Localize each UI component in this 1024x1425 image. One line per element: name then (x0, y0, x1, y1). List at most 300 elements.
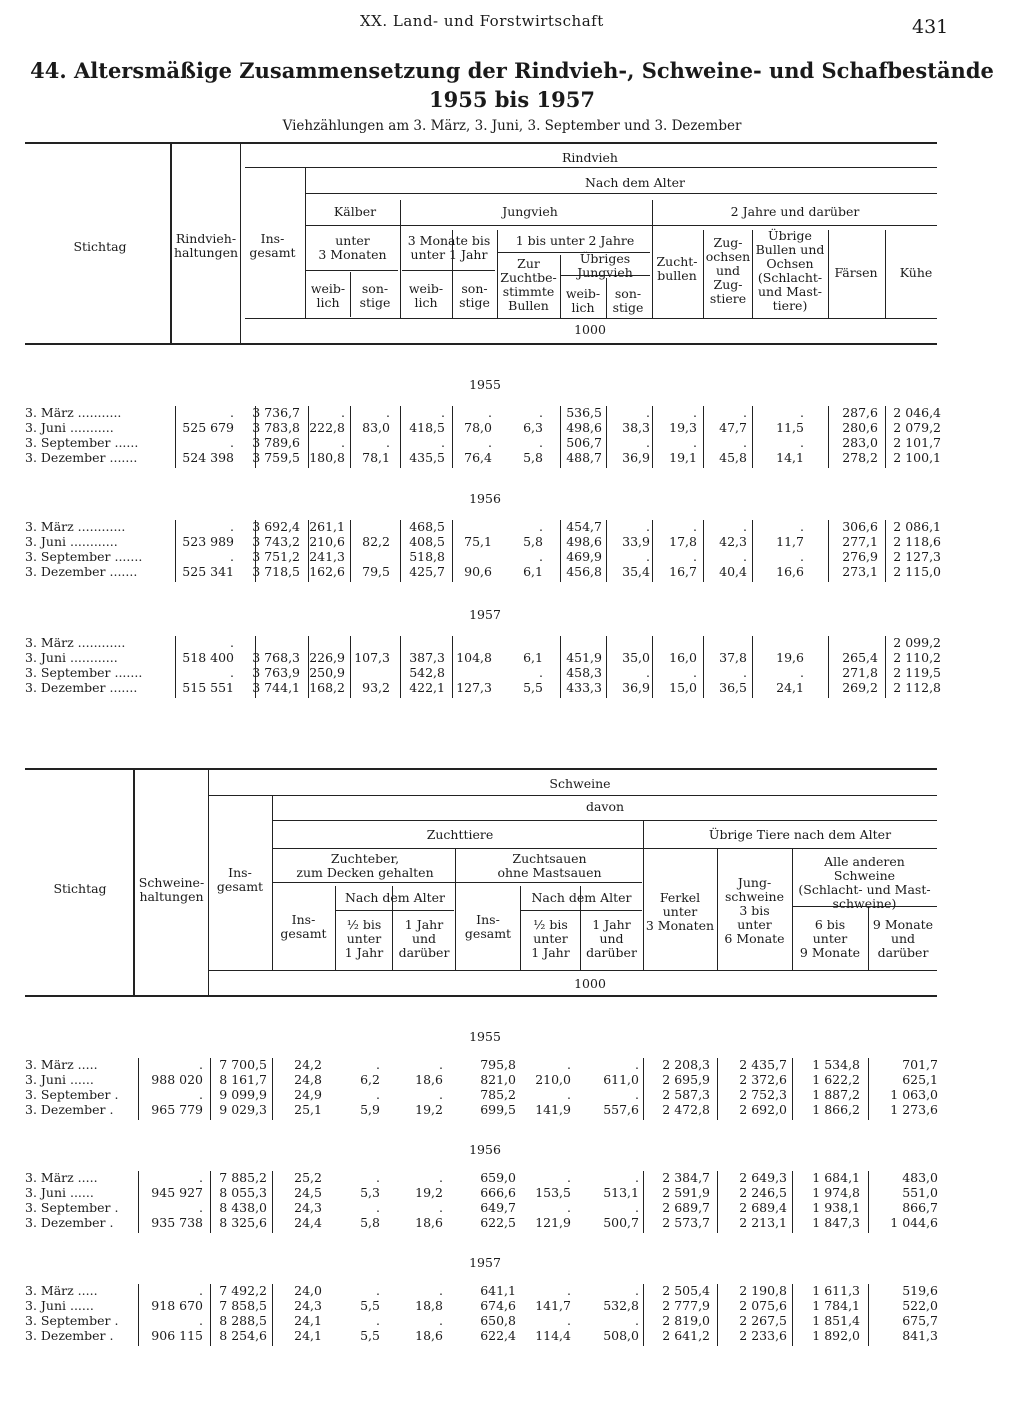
table-cell: 16,6 (776, 564, 804, 579)
table-cell: 273,1 (842, 564, 878, 579)
pig-hline (208, 970, 937, 971)
header-sonstige: son- stige (459, 281, 490, 310)
year-heading: 1957 (469, 607, 501, 622)
table-cell: . (743, 519, 747, 534)
row-label: 3. September ...... (25, 435, 139, 450)
table-cell: 5,9 (360, 1102, 380, 1117)
table-cell: 42,3 (719, 534, 747, 549)
table-cell: 2 099,2 (893, 635, 941, 650)
table-cell: 141,9 (535, 1102, 571, 1117)
table-cell: 93,2 (362, 680, 390, 695)
table-cell: 435,5 (409, 450, 445, 465)
row-label: 3. März ............ (25, 635, 126, 650)
table-cell: 250,9 (309, 665, 345, 680)
table-cell: . (199, 1313, 203, 1328)
table-cell: 2 689,7 (662, 1200, 710, 1215)
table-cell: . (441, 435, 445, 450)
header-sonstige: son- stige (612, 286, 644, 315)
table-cell: . (230, 435, 234, 450)
table-cell: . (539, 549, 543, 564)
table-cell: 454,7 (566, 519, 602, 534)
header-uebrige-bullen: Übrige Bullen und Ochsen (Schlacht- und Mast- tiere) (755, 228, 825, 313)
table-cell: . (199, 1200, 203, 1215)
table-cell: 24,1 (776, 680, 804, 695)
cattle-hline (305, 225, 937, 226)
table-cell: 9 029,3 (219, 1102, 267, 1117)
table-cell: 261,1 (309, 519, 345, 534)
table-cell: 35,0 (622, 650, 650, 665)
table-cell: 2 505,4 (662, 1283, 710, 1298)
row-label: 3. September . (25, 1313, 119, 1328)
table-cell: 1 044,6 (890, 1215, 938, 1230)
table-cell: . (230, 405, 234, 420)
table-cell: 513,1 (603, 1185, 639, 1200)
table-cell: 1 063,0 (890, 1087, 938, 1102)
header-uebriges-jungvieh: Übriges Jungvieh (577, 251, 633, 280)
table-cell: . (567, 1057, 571, 1072)
table-cell: . (230, 549, 234, 564)
row-label: 3. März ..... (25, 1283, 98, 1298)
table-cell: . (376, 1283, 380, 1298)
table-cell: 433,3 (566, 680, 602, 695)
table-cell: 180,8 (309, 450, 345, 465)
table-cell: 2 591,9 (662, 1185, 710, 1200)
table-cell: 8 055,3 (219, 1185, 267, 1200)
table-cell: 2 086,1 (893, 519, 941, 534)
table-cell: 7 858,5 (219, 1298, 267, 1313)
table-cell: 83,0 (362, 420, 390, 435)
header-stichtag: Stichtag (73, 239, 127, 254)
table-cell: . (376, 1057, 380, 1072)
table-cell: 35,4 (622, 564, 650, 579)
table-cell: . (341, 405, 345, 420)
row-label: 3. September . (25, 1200, 119, 1215)
table-cell: 269,2 (842, 680, 878, 695)
table-cell: 18,8 (415, 1298, 443, 1313)
table-cell: 2 213,1 (739, 1215, 787, 1230)
year-heading: 1956 (469, 1142, 501, 1157)
year-heading: 1956 (469, 491, 501, 506)
row-label: 3. Dezember . (25, 1328, 114, 1343)
pig-hline (272, 882, 642, 883)
table-cell: 625,1 (902, 1072, 938, 1087)
row-label: 3. März ..... (25, 1170, 98, 1185)
table-cell: 866,7 (902, 1200, 938, 1215)
table-cell: 19,3 (669, 420, 697, 435)
pig-vline (455, 848, 456, 970)
table-cell: 6,3 (523, 420, 543, 435)
header-insgesamt: Ins- gesamt (249, 231, 296, 260)
header-stichtag: Stichtag (53, 881, 107, 896)
table-cell: 141,7 (535, 1298, 571, 1313)
table-cell: 24,8 (294, 1072, 322, 1087)
row-label: 3. Juni ...... (25, 1072, 94, 1087)
table-cell: . (539, 435, 543, 450)
table-cell: . (230, 665, 234, 680)
table-cell: 17,8 (669, 534, 697, 549)
table-cell: 121,9 (535, 1215, 571, 1230)
table-cell: . (646, 665, 650, 680)
table-title: 44. Altersmäßige Zusammensetzung der Rindvieh-, Schweine- und Schafbestände (30, 58, 994, 83)
table-cell: 1 938,1 (812, 1200, 860, 1215)
table-cell: 557,6 (603, 1102, 639, 1117)
table-cell: 127,3 (456, 680, 492, 695)
table-cell: . (488, 405, 492, 420)
header-kaelber: Kälber (333, 204, 377, 219)
table-cell: . (743, 549, 747, 564)
table-cell: . (800, 549, 804, 564)
table-cell: . (376, 1200, 380, 1215)
table-cell: 2 233,6 (739, 1328, 787, 1343)
row-label: 3. März ............ (25, 519, 126, 534)
table-cell: . (693, 519, 697, 534)
pig-hline (272, 848, 937, 849)
table-cell: 498,6 (566, 420, 602, 435)
header-9-monate: 9 Monate und darüber (872, 917, 934, 960)
table-cell: . (539, 665, 543, 680)
table-cell: 18,6 (415, 1328, 443, 1343)
table-cell: 2 127,3 (893, 549, 941, 564)
header-kuehe: Kühe (899, 265, 933, 280)
header-1-jahr: 1 Jahr und darüber (586, 917, 637, 960)
table-cell: 82,2 (362, 534, 390, 549)
table-cell: 90,6 (464, 564, 492, 579)
table-cell: 24,3 (294, 1200, 322, 1215)
cattle-hline (305, 193, 937, 194)
year-heading: 1955 (469, 1029, 501, 1044)
table-cell: 2 435,7 (739, 1057, 787, 1072)
table-cell: 6,1 (523, 564, 543, 579)
table-cell: 162,6 (309, 564, 345, 579)
table-cell: 1 273,6 (890, 1102, 938, 1117)
table-cell: 622,5 (480, 1215, 516, 1230)
table-title-years: 1955 bis 1957 (428, 87, 595, 112)
table-cell: 168,2 (309, 680, 345, 695)
pig-hline (336, 910, 454, 911)
row-label: 3. Juni ............ (25, 650, 118, 665)
header-6-bis: 6 bis unter 9 Monate (799, 917, 861, 960)
table-cell: 935 738 (151, 1215, 203, 1230)
table-cell: . (635, 1283, 639, 1298)
table-cell: 25,2 (294, 1170, 322, 1185)
table-cell: . (439, 1170, 443, 1185)
table-cell: . (800, 405, 804, 420)
table-cell: 3 763,9 (252, 665, 300, 680)
table-cell: 536,5 (566, 405, 602, 420)
table-cell: . (230, 635, 234, 650)
table-cell: 3 744,1 (252, 680, 300, 695)
table-cell: 278,2 (842, 450, 878, 465)
table-cell: 19,1 (669, 450, 697, 465)
table-cell: . (439, 1087, 443, 1102)
year-heading: 1955 (469, 377, 501, 392)
row-label: 3. Juni ............ (25, 534, 118, 549)
table-cell: 1 611,3 (812, 1283, 860, 1298)
table-cell: 650,8 (480, 1313, 516, 1328)
table-cell: 265,4 (842, 650, 878, 665)
table-cell: 8 325,6 (219, 1215, 267, 1230)
page-number: 431 (912, 16, 949, 38)
table-cell: 5,8 (360, 1215, 380, 1230)
table-cell: 841,3 (902, 1328, 938, 1343)
table-cell: 965 779 (151, 1102, 203, 1117)
pig-vline (210, 1058, 211, 1120)
header-alle-anderen: Alle anderen Schweine (Schlacht- und Mast- schweine) (798, 854, 931, 911)
table-cell: 2 079,2 (893, 420, 941, 435)
table-cell: 2 472,8 (662, 1102, 710, 1117)
header-zuchtsauen: Zuchtsauen ohne Mastsauen (497, 851, 602, 880)
row-label: 3. Dezember . (25, 1215, 114, 1230)
table-cell: 2 118,6 (893, 534, 941, 549)
table-cell: . (376, 1087, 380, 1102)
header-unter-3: unter 3 Monaten (318, 233, 387, 262)
table-cell: 387,3 (409, 650, 445, 665)
header-insgesamt: Ins- gesamt (216, 865, 264, 894)
table-cell: 469,9 (566, 549, 602, 564)
header-1-bis: 1 bis unter 2 Jahre (515, 233, 635, 248)
row-label: 3. Dezember . (25, 1102, 114, 1117)
header-ferkel: Ferkel unter 3 Monaten (645, 890, 715, 933)
table-cell: 241,3 (309, 549, 345, 564)
table-cell: 2 112,8 (893, 680, 941, 695)
table-cell: 79,5 (362, 564, 390, 579)
cattle-hline (402, 270, 495, 271)
table-cell: 37,8 (719, 650, 747, 665)
table-cell: 2 075,6 (739, 1298, 787, 1313)
table-cell: . (386, 435, 390, 450)
table-cell: 75,1 (464, 534, 492, 549)
table-cell: 24,1 (294, 1328, 322, 1343)
table-cell: 1 622,2 (812, 1072, 860, 1087)
table-cell: 1 847,3 (812, 1215, 860, 1230)
table-cell: . (693, 405, 697, 420)
header-jungvieh: Jungvieh (502, 204, 558, 219)
table-cell: 622,4 (480, 1328, 516, 1343)
table-cell: 1 866,2 (812, 1102, 860, 1117)
table-cell: 7 492,2 (219, 1283, 267, 1298)
table-cell: 19,6 (776, 650, 804, 665)
table-cell: 3 692,4 (252, 519, 300, 534)
table-cell: 1 851,4 (812, 1313, 860, 1328)
table-cell: . (567, 1087, 571, 1102)
table-cell: 24,2 (294, 1057, 322, 1072)
table-cell: 8 161,7 (219, 1072, 267, 1087)
table-cell: 525 341 (182, 564, 234, 579)
header-halb-bis: ½ bis unter 1 Jahr (344, 917, 384, 960)
table-cell: . (376, 1313, 380, 1328)
header-insgesamt: Ins- gesamt (280, 912, 327, 941)
table-cell: 468,5 (409, 519, 445, 534)
table-cell: 532,8 (603, 1298, 639, 1313)
table-cell: 458,3 (566, 665, 602, 680)
table-cell: . (635, 1087, 639, 1102)
table-cell: 5,8 (523, 534, 543, 549)
header-nach-alter: Nach dem Alter (584, 175, 686, 190)
table-cell: 641,1 (480, 1283, 516, 1298)
table-cell: 287,6 (842, 405, 878, 420)
table-cell: 24,9 (294, 1087, 322, 1102)
pig-vline (210, 1284, 211, 1346)
table-cell: 2 777,9 (662, 1298, 710, 1313)
table-cell: . (646, 519, 650, 534)
table-cell: 524 398 (182, 450, 234, 465)
header-unit: 1000 (574, 322, 606, 337)
table-cell: 16,0 (669, 650, 697, 665)
table-cell: 2 649,3 (739, 1170, 787, 1185)
section-header: XX. Land- und Forstwirtschaft (360, 12, 604, 30)
header-haltungen: Rindvieh- haltungen (173, 231, 239, 260)
header-1-jahr: 1 Jahr und darüber (398, 917, 450, 960)
table-cell: 15,0 (669, 680, 697, 695)
table-cell: 9 099,9 (219, 1087, 267, 1102)
table-cell: 104,8 (456, 650, 492, 665)
table-cell: 78,1 (362, 450, 390, 465)
table-cell: 280,6 (842, 420, 878, 435)
table-cell: 785,2 (480, 1087, 516, 1102)
table-cell: . (567, 1283, 571, 1298)
table-cell: . (439, 1313, 443, 1328)
header-uebrige-tiere: Übrige Tiere nach dem Alter (708, 827, 892, 842)
table-cell: . (439, 1057, 443, 1072)
table-cell: 210,6 (309, 534, 345, 549)
row-label: 3. September ....... (25, 665, 143, 680)
table-cell: 701,7 (902, 1057, 938, 1072)
table-cell: 283,0 (842, 435, 878, 450)
table-cell: 515 551 (182, 680, 234, 695)
table-cell: . (743, 405, 747, 420)
table-cell: 408,5 (409, 534, 445, 549)
table-cell: 33,9 (622, 534, 650, 549)
table-cell: 795,8 (480, 1057, 516, 1072)
table-cell: 19,2 (415, 1185, 443, 1200)
table-cell: 24,3 (294, 1298, 322, 1313)
table-cell: 2 692,0 (739, 1102, 787, 1117)
header-schweinehaltungen: Schweine- haltungen (138, 875, 205, 904)
table-cell: 551,0 (902, 1185, 938, 1200)
table-cell: 276,9 (842, 549, 878, 564)
row-label: 3. September . (25, 1087, 119, 1102)
table-cell: . (567, 1313, 571, 1328)
table-cell: 5,3 (360, 1185, 380, 1200)
table-cell: 498,6 (566, 534, 602, 549)
table-cell: 675,7 (902, 1313, 938, 1328)
table-cell: 1 534,8 (812, 1057, 860, 1072)
table-cell: 40,4 (719, 564, 747, 579)
table-cell: 38,3 (622, 420, 650, 435)
table-cell: . (199, 1057, 203, 1072)
table-cell: 2 689,4 (739, 1200, 787, 1215)
table-cell: . (693, 549, 697, 564)
table-cell: 649,7 (480, 1200, 516, 1215)
table-cell: 8 288,5 (219, 1313, 267, 1328)
cattle-hline (245, 318, 937, 319)
header-weiblich: weib- lich (310, 281, 346, 310)
table-cell: 945 927 (151, 1185, 203, 1200)
cattle-hline (245, 167, 937, 168)
table-cell: 6,2 (360, 1072, 380, 1087)
table-cell: 11,5 (776, 420, 804, 435)
header-davon: davon (585, 799, 625, 814)
table-cell: . (646, 549, 650, 564)
table-cell: 3 751,2 (252, 549, 300, 564)
row-label: 3. Juni ...... (25, 1185, 94, 1200)
table-cell: 2 100,1 (893, 450, 941, 465)
table-cell: . (646, 405, 650, 420)
table-cell: 24,1 (294, 1313, 322, 1328)
table-cell: . (199, 1283, 203, 1298)
header-zuchtbullen-jung: Zur Zuchtbe- stimmte Bullen (500, 256, 557, 313)
table-cell: 306,6 (842, 519, 878, 534)
table-cell: 1 892,0 (812, 1328, 860, 1343)
table-cell: 988 020 (151, 1072, 203, 1087)
table-cell: 153,5 (535, 1185, 571, 1200)
table-cell: . (386, 405, 390, 420)
header-zuchteber: Zuchteber, zum Decken gehalten (296, 851, 434, 880)
table-cell: . (693, 435, 697, 450)
table-cell: 45,8 (719, 450, 747, 465)
cattle-top-rule (25, 142, 937, 144)
table-cell: 674,6 (480, 1298, 516, 1313)
row-label: 3. Juni ...... (25, 1298, 94, 1313)
cattle-hline (305, 270, 398, 271)
table-cell: 18,6 (415, 1072, 443, 1087)
table-cell: 277,1 (842, 534, 878, 549)
table-cell: 271,8 (842, 665, 878, 680)
table-cell: 3 783,8 (252, 420, 300, 435)
table-cell: 8 438,0 (219, 1200, 267, 1215)
header-weiblich: weib- lich (565, 286, 601, 315)
pig-vline (210, 1171, 211, 1233)
table-cell: . (693, 665, 697, 680)
header-zuchttiere: Zuchttiere (426, 827, 494, 842)
table-cell: 699,5 (480, 1102, 516, 1117)
table-cell: 78,0 (464, 420, 492, 435)
header-nach-alter: Nach dem Alter (344, 890, 446, 905)
table-cell: 906 115 (151, 1328, 203, 1343)
table-cell: . (567, 1200, 571, 1215)
table-cell: 6,1 (523, 650, 543, 665)
table-cell: 2 190,8 (739, 1283, 787, 1298)
year-heading: 1957 (469, 1255, 501, 1270)
header-weiblich: weib- lich (408, 281, 444, 310)
table-cell: 24,0 (294, 1283, 322, 1298)
table-cell: 418,5 (409, 420, 445, 435)
table-cell: 3 789,6 (252, 435, 300, 450)
table-cell: 2 267,5 (739, 1313, 787, 1328)
table-cell: 456,8 (566, 564, 602, 579)
table-cell: 451,9 (566, 650, 602, 665)
table-cell: 47,7 (719, 420, 747, 435)
table-cell: 918 670 (151, 1298, 203, 1313)
table-cell: . (230, 519, 234, 534)
table-cell: 5,5 (360, 1298, 380, 1313)
table-cell: . (635, 1057, 639, 1072)
table-cell: 2 372,6 (739, 1072, 787, 1087)
table-cell: 2 819,0 (662, 1313, 710, 1328)
table-cell: . (567, 1170, 571, 1185)
header-insgesamt: Ins- gesamt (464, 912, 512, 941)
header-rindvieh: Rindvieh (562, 150, 618, 165)
table-cell: 522,0 (902, 1298, 938, 1313)
pig-hline (272, 820, 937, 821)
table-cell: 542,8 (409, 665, 445, 680)
table-cell: 24,5 (294, 1185, 322, 1200)
row-label: 3. Juni ........... (25, 420, 114, 435)
table-cell: . (441, 405, 445, 420)
table-cell: . (341, 435, 345, 450)
header-jungschweine: Jung- schweine 3 bis unter 6 Monate (724, 875, 785, 946)
table-cell: 519,6 (902, 1283, 938, 1298)
